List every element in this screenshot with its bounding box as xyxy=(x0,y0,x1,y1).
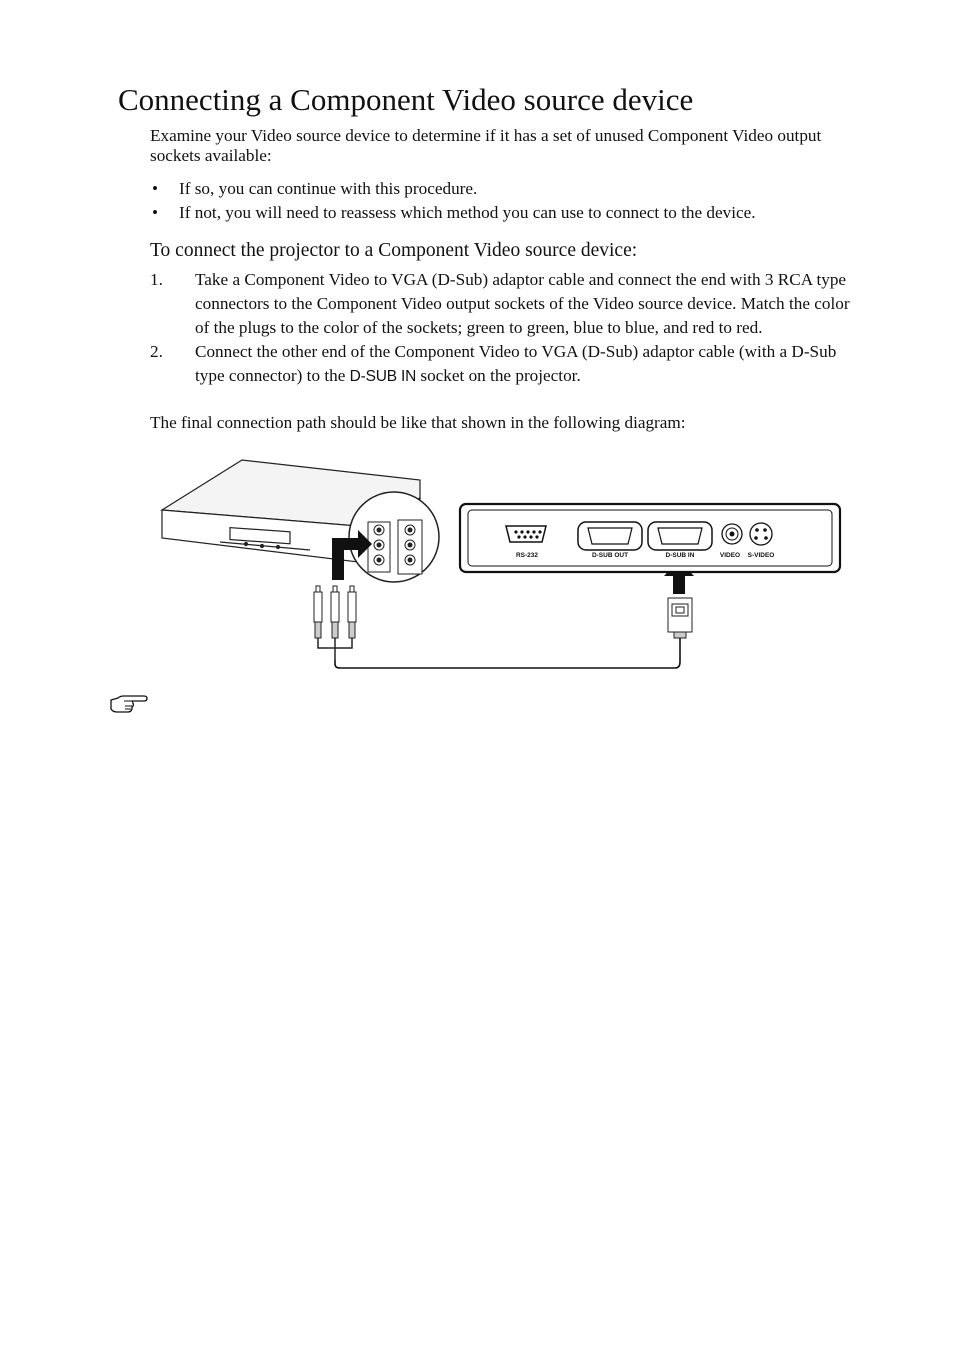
bullet-marker: • xyxy=(152,203,159,222)
video-port xyxy=(722,524,742,544)
bullet-text: If not, you will need to reassess which method you can use to connect to the device. xyxy=(179,203,756,222)
dsub-in-keyword: D-SUB IN xyxy=(349,368,417,385)
port-label: RS-232 xyxy=(515,552,539,559)
port-label: D-SUB OUT xyxy=(591,552,629,559)
step-item xyxy=(150,340,860,389)
dsub-out-port xyxy=(578,522,642,550)
step-text-after: socket on the projector. xyxy=(416,366,581,385)
port-label: D-SUB IN xyxy=(665,552,695,559)
port-label: S-VIDEO xyxy=(747,552,775,559)
list-item xyxy=(150,178,870,202)
step-text: Take a Component Video to VGA (D-Sub) adaptor cable and connect the end with 3 RCA type connectors to the Component Video output sockets of the Video source device. Match the color of the plugs to the color of the sockets; green to green, blue to blue, and red to red. xyxy=(195,270,850,337)
pointing-hand-icon xyxy=(108,693,148,715)
step-text-before: Connect the other end of the Component Video to VGA (D-Sub) adaptor cable (with a D-Sub type connector) to the xyxy=(195,342,837,385)
step-number: 2. xyxy=(150,342,163,361)
steps-list xyxy=(150,268,860,389)
intro-paragraph: Examine your Video source device to determine if it has a set of unused Component Video output sockets available: xyxy=(150,126,822,165)
step-item xyxy=(150,268,860,340)
connection-diagram xyxy=(150,452,850,672)
dsub-in-port xyxy=(648,522,712,550)
procedure-heading: To connect the projector to a Component Video source device: xyxy=(150,240,638,261)
bullet-marker: • xyxy=(152,179,159,198)
rs232-port xyxy=(506,526,546,542)
list-item xyxy=(150,202,870,226)
step-number: 1. xyxy=(150,270,163,289)
dsub-plug xyxy=(668,598,692,638)
bullet-text: If so, you can continue with this procedure. xyxy=(179,179,478,198)
section-title: Connecting a Component Video source device xyxy=(118,82,694,117)
rca-plugs xyxy=(314,586,356,660)
adaptor-cable xyxy=(335,635,680,668)
projector-rear-panel xyxy=(460,504,840,572)
port-label: VIDEO xyxy=(719,552,741,559)
bullet-list xyxy=(150,178,870,226)
final-paragraph: The final connection path should be like that shown in the following diagram: xyxy=(150,413,686,432)
svideo-port xyxy=(750,523,772,545)
